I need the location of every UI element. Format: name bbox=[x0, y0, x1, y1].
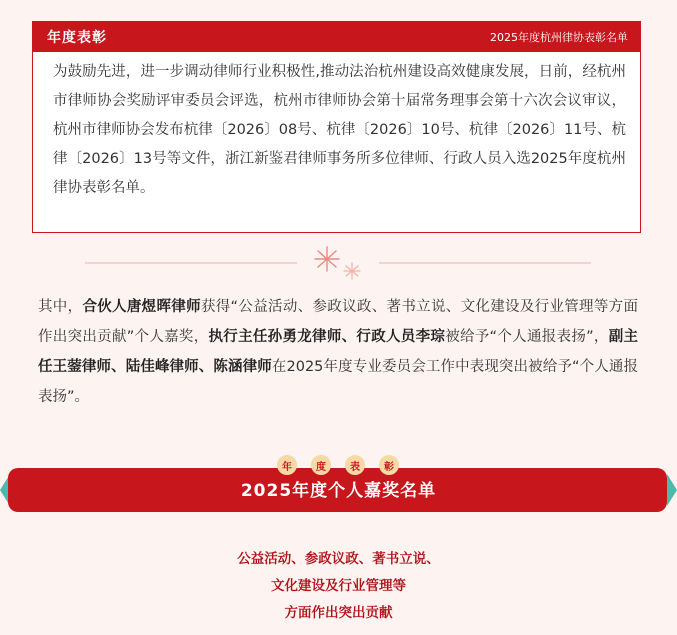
para-bold-3: 副主任王蓥律师、陆佳峰律师、陈涵律师 bbox=[38, 329, 639, 375]
card-header bbox=[33, 22, 640, 52]
fireworks-divider bbox=[85, 243, 591, 283]
banner-badges bbox=[277, 455, 399, 475]
award-line-2: 文化建设及行业管理等 bbox=[271, 578, 406, 594]
award-line-3: 方面作出突出贡献 bbox=[284, 605, 393, 621]
para-text-4: 在2025年度专业委员会工作中表现突出被给予“个人通报表扬”。 bbox=[38, 359, 639, 405]
card-title: 年度表彰 bbox=[47, 30, 107, 46]
badge-3: 表 bbox=[345, 455, 365, 475]
banner-title: 2025年度个人嘉奖名单 bbox=[240, 481, 437, 501]
para-bold-1: 合伙人唐煜晖律师 bbox=[82, 299, 201, 315]
para-bold-2: 执行主任孙勇龙律师、行政人员李琮 bbox=[208, 329, 446, 345]
award-line-1: 公益活动、参政议政、著书立说、 bbox=[237, 551, 440, 567]
award-category bbox=[0, 546, 677, 627]
summary-paragraph bbox=[38, 292, 638, 412]
card-subtitle: 2025年度杭州律协表彰名单 bbox=[490, 31, 628, 44]
badge-1: 年 bbox=[277, 455, 297, 475]
badge-2: 度 bbox=[311, 455, 331, 475]
para-text-3: 被给予“个人通报表扬”， bbox=[445, 329, 609, 345]
divider-line-right bbox=[379, 262, 591, 264]
divider-line-left bbox=[85, 262, 297, 264]
card-body-text: 为鼓励先进，进一步调动律师行业积极性,推动法治杭州建设高效健康发展，日前，经杭州市律师协会奖励评审委员会评选，杭州市律师协会第十届常务理事会第十六次会议审议，杭州市律师协会发布杭律〔2026〕08号、杭律〔2026〕10号、杭律〔2026〕11号、杭律〔2026〕13号等文件，浙江新鉴君律师事务所多位律师、行政人员入选2025年度杭州律协表彰名单。 bbox=[53, 64, 626, 196]
fireworks-icon bbox=[307, 243, 369, 283]
para-text-2: 获得“公益活动、参政议政、著书立说、文化建设及行业管理等方面作出突出贡献”个人嘉奖， bbox=[38, 299, 638, 345]
badge-4: 彰 bbox=[379, 455, 399, 475]
para-text-1: 其中， bbox=[38, 299, 83, 315]
annual-commendation-card bbox=[32, 21, 641, 233]
